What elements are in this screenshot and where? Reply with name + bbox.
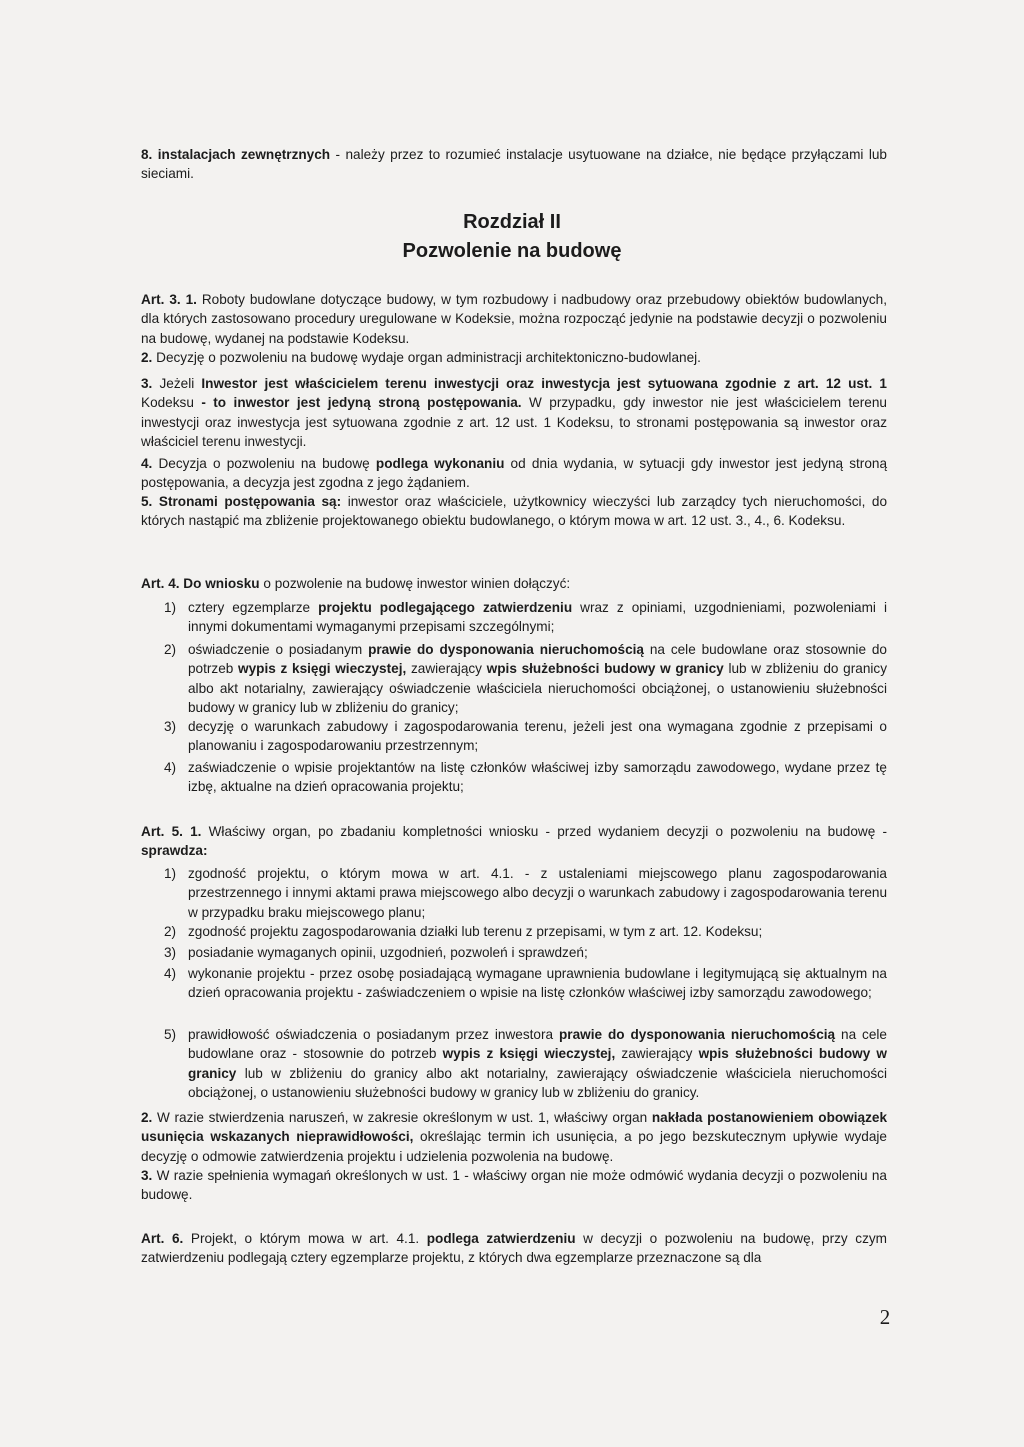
chapter-number: Rozdział II [463,211,561,233]
art5-item-2: 2) zgodność projektu zagospodarowania działki lub terenu z przepisami, w tym z art. 12. Kodeksu; [164,924,763,939]
art5-item-3: 3) posiadanie wymaganych opinii, uzgodnień, pozwoleń i sprawdzeń; [164,945,588,960]
art5-item-5: 5) prawidłowość oświadczenia o posiadanym przez inwestora prawie do dysponowania nieruchomością na cele budowlane oraz - stosownie do potrzeb wypis z księgi wieczystej, zawierający wpis służebności budowy w granicy lub w zbliżeniu do granicy albo akt notarialny, zawierający oświadczenie właściciela nieruchomości obciążonej, o ustanowieniu służebności budowy w granicy lub w zbliżeniu do granicy. [164,1027,887,1100]
definition-item-8: 8. instalacjach zewnętrznych - należy przez to rozumieć instalacje usytuowane na działce, nie będące przyłączami lub sieciami. [141,147,887,182]
art5-para2: 2. W razie stwierdzenia naruszeń, w zakresie określonym w ust. 1, właściwy organ nakłada postanowieniem obowiązek usunięcia wskazanych nieprawidłowości, określając termin ich usunięcia, a po jego bezskutecznym upływie wydaje decyzję o odmowie zatwierdzenia projektu i udzielenia pozwolenia na budowę. [141,1110,888,1164]
art4-item-4: 4) zaświadczenie o wpisie projektantów na listę członków właściwej izby samorządu zawodowego, wydane przez tę izbę, aktualne na dzień opracowania projektu; [164,760,887,795]
art4-item-1: 1) cztery egzemplarze projektu podlegającego zatwierdzeniu wraz z opiniami, uzgodnieniami, pozwoleniami i innymi dokumentami wymaganymi przepisami szczególnymi; [164,600,887,635]
art5-item-1: 1) zgodność projektu, o którym mowa w art. 4.1. - z ustaleniami miejscowego planu zagospodarowania przestrzennego i innymi aktami prawa miejscowego albo decyzji o warunkach zabudowy i zagospodarowania terenu w przypadku braku miejscowego planu; [164,866,887,920]
art4-intro: Art. 4. Do wniosku o pozwolenie na budowę inwestor winien dołączyć: [141,576,571,591]
art3-para2: 2. Decyzję o pozwoleniu na budowę wydaje organ administracji architektoniczno-budowlanej. [141,350,701,365]
art3-para4: 4. Decyzja o pozwoleniu na budowę podlega wykonaniu od dnia wydania, w sytuacji gdy inwestor jest jedyną stroną postępowania, a decyzja jest zgodna z jego żądaniem. [141,456,888,491]
art3-para1: Art. 3. 1. Roboty budowlane dotyczące budowy, w tym rozbudowy i nadbudowy oraz przebudowy obiektów budowlanych, dla których zastosowano procedury uregulowane w Kodeksie, można rozpocząć jedynie na podstawie decyzji o pozwoleniu na budowę, wydanej na podstawie Kodeksu. [141,292,887,346]
art6-para: Art. 6. Projekt, o którym mowa w art. 4.1. podlega zatwierdzeniu w decyzji o pozwoleniu na budowę, przy czym zatwierdzeniu podlegają cztery egzemplarze projektu, z których dwa egzemplarze przeznaczone są dla [141,1231,887,1266]
art3-para3: 3. Jeżeli Inwestor jest właścicielem terenu inwestycji oraz inwestycja jest sytuowana zgodnie z art. 12 ust. 1 Kodeksu - to inwestor jest jedyną stroną postępowania. W przypadku, gdy inwestor nie jest właścicielem terenu inwestycji oraz inwestycja jest sytuowana zgodnie z art. 12 ust. 1 Kodeksu, to stronami postępowania są inwestor oraz właściciel terenu inwestycji. [141,376,887,449]
article-heading: Art. 5. 1. [141,824,202,839]
article-heading: Art. 6. [141,1231,184,1246]
art5-para3: 3. W razie spełnienia wymagań określonych w ust. 1 - właściwy organ nie może odmówić wydania decyzji o pozwoleniu na budowę. [141,1168,887,1203]
art3-para5: 5. Stronami postępowania są: inwestor oraz właściciele, użytkownicy wieczyści lub zarządcy tych nieruchomości, do których nastąpić ma zbliżenie projektowanego obiektu budowlanego, o którym mowa w art. 12 ust. 3., 4., 6. Kodeksu. [141,494,888,529]
art4-item-3: 3) decyzję o warunkach zabudowy i zagospodarowania terenu, jeżeli jest ona wymagana zgodnie z przepisami o planowaniu i zagospodarowaniu przestrzennym; [164,719,887,754]
article-heading: Art. 4. [141,576,180,591]
art5-intro: Art. 5. 1. Właściwy organ, po zbadaniu kompletności wniosku - przed wydaniem decyzji o pozwoleniu na budowę - sprawdza: [141,824,887,859]
page-number: 2 [879,1305,891,1329]
article-heading: Art. 3. 1. [141,292,197,307]
art5-item-4: 4) wykonanie projektu - przez osobę posiadającą wymagane uprawnienia budowlane i legitymującą się aktualnym na dzień opracowania projektu - zaświadczeniem o wpisie na listę członków właściwej izby samorządu zawodowego; [164,966,887,1001]
chapter-title: Pozwolenie na budowę [402,240,622,262]
art4-item-2: 2) oświadczenie o posiadanym prawie do dysponowania nieruchomością na cele budowlane oraz stosownie do potrzeb wypis z księgi wieczystej, zawierający wpis służebności budowy w granicy lub w zbliżeniu do granicy albo akt notarialny, zawierający oświadczenie właściciela nieruchomości obciążonej, o ustanowieniu służebności budowy w granicy lub w zbliżeniu do granicy; [164,642,888,715]
definition-term: 8. instalacjach zewnętrznych [141,147,331,162]
